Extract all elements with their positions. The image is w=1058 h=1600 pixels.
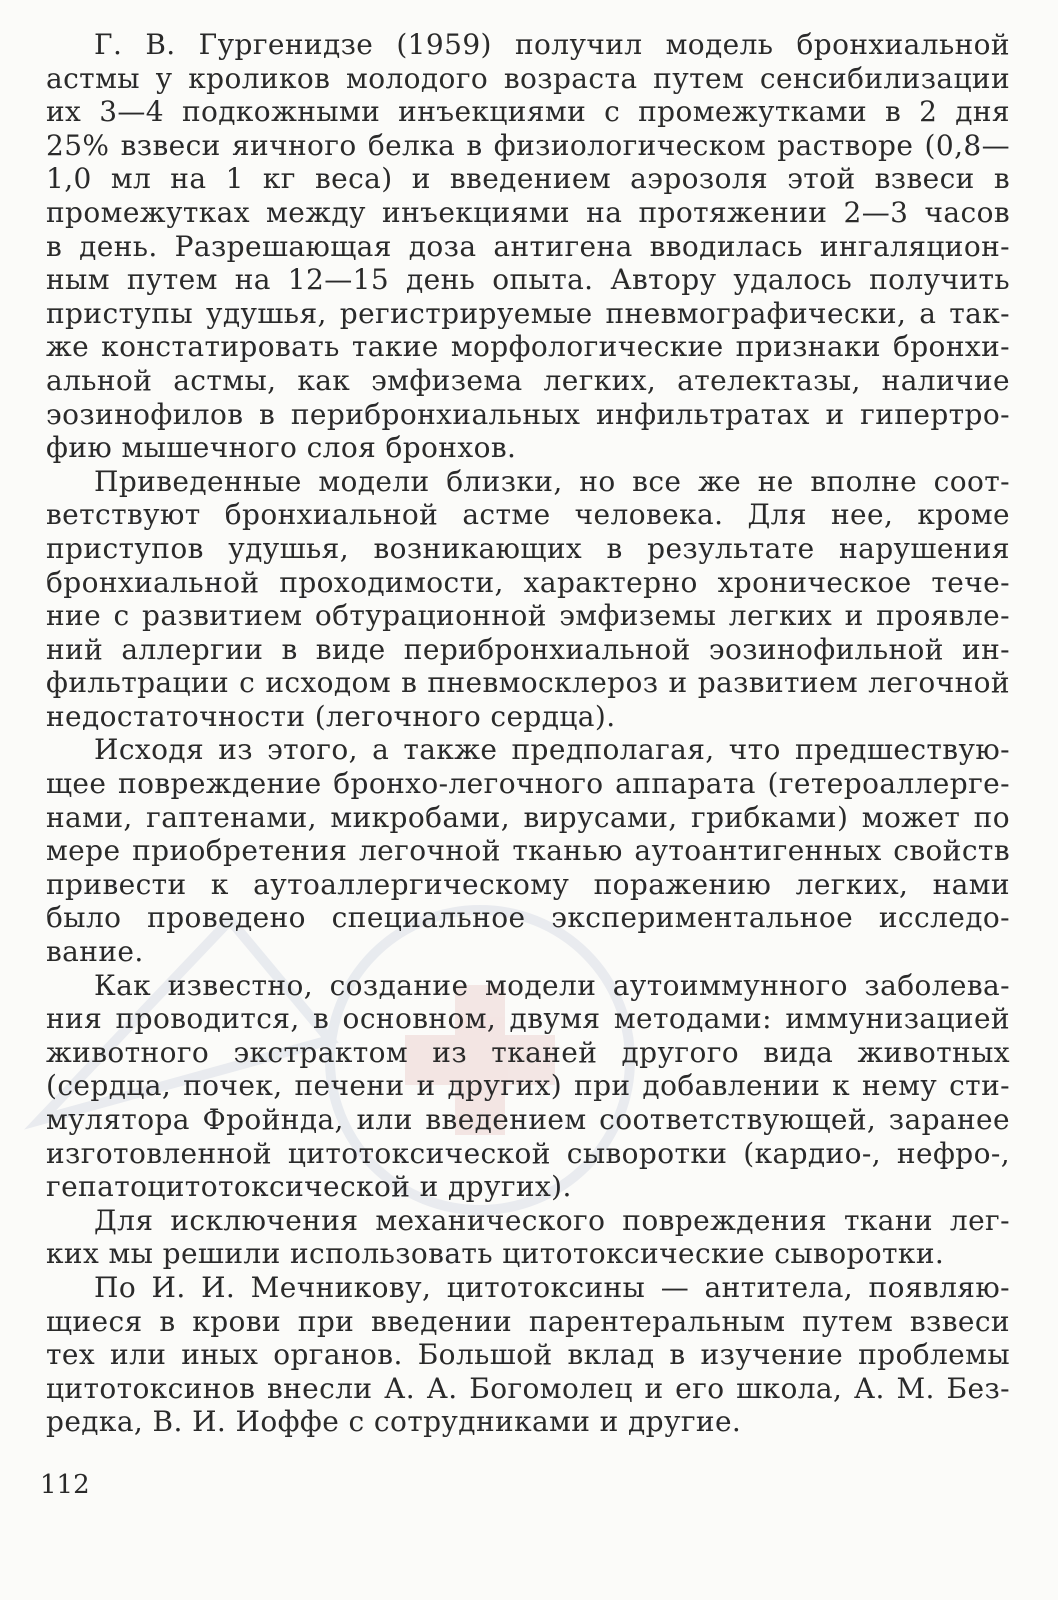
text-line: щиеся в крови при введении парентеральным путем взвеси xyxy=(46,1304,1010,1338)
text-line: ние с развитием обтурационной эмфиземы легких и проявле- xyxy=(46,599,1010,633)
text-line: цитотоксинов внесли А. А. Богомолец и его школа, А. М. Без- xyxy=(46,1371,1010,1405)
text-line: ным путем на 12—15 день опыта. Автору удалось получить xyxy=(46,263,1010,297)
text-line: мулятора Фройнда, или введением соответствующей, заранее xyxy=(46,1103,1010,1136)
paragraph xyxy=(46,969,1010,1204)
paragraphs-container xyxy=(46,28,1010,1439)
paragraph xyxy=(46,1271,1010,1439)
text-line: приступов удушья, возникающих в результате нарушения xyxy=(46,531,1010,565)
text-line: бронхиальной проходимости, характерно хроническое тече- xyxy=(46,565,1010,599)
text-line: изготовленной цитотоксической сыворотки (кардио-, нефро-, xyxy=(46,1136,1010,1170)
text-line: Приведенные модели близки, но все же не вполне соот- xyxy=(94,464,1010,498)
text-line: Исходя из этого, а также предполагая, что предшествую- xyxy=(94,733,1010,767)
text-line: ветствуют бронхиальной астме человека. Для нее, кроме xyxy=(46,498,1010,532)
text-line: гепатоцитотоксической и других). xyxy=(46,1170,572,1204)
text-line: вание. xyxy=(46,935,144,969)
text-line: фию мышечного слоя бронхов. xyxy=(46,431,517,465)
text-line: промежутках между инъекциями на протяжении 2—3 часов xyxy=(46,195,1010,229)
text-line: фильтрации с исходом в пневмосклероз и развитием легочной xyxy=(46,666,1010,700)
paragraph xyxy=(46,1204,1010,1271)
text-line: нами, гаптенами, микробами, вирусами, грибками) может по xyxy=(46,800,1010,834)
text-line: было проведено специальное экспериментальное исследо- xyxy=(46,901,1010,935)
text-line: Как известно, создание модели аутоиммунного заболева- xyxy=(94,968,1010,1002)
text-line: альной астмы, как эмфизема легких, ателектазы, наличие xyxy=(46,363,1010,397)
text-line: их 3—4 подкожными инъекциями с промежутками в 2 дня xyxy=(46,95,1010,129)
text-line: эозинофилов в перибронхиальных инфильтратах и гипертро- xyxy=(46,397,1010,431)
text-line: ния проводится, в основном, двумя методами: иммунизацией xyxy=(46,1002,1010,1036)
paragraph xyxy=(46,465,1010,734)
text-line: Г. В. Гургенидзе (1959) получил модель бронхиальной xyxy=(94,28,1010,61)
text-line: в день. Разрешающая доза антигена вводилась ингаляцион- xyxy=(46,229,1010,263)
text-line: По И. И. Мечникову, цитотоксины — антитела, появляю- xyxy=(94,1270,1010,1304)
text-line: 1,0 мл на 1 кг веса) и введением аэрозоля этой взвеси в xyxy=(46,162,1010,196)
text-line: астмы у кроликов молодого возраста путем сенсибилизации xyxy=(46,61,1010,95)
text-line: приступы удушья, регистрируемые пневмографически, а так- xyxy=(46,296,1010,330)
text-line: тех или иных органов. Большой вклад в изучение проблемы xyxy=(46,1338,1010,1372)
page-text xyxy=(46,28,1010,1439)
text-line: редка, В. И. Иоффе с сотрудниками и другие. xyxy=(46,1405,742,1439)
text-line: 25% взвеси яичного белка в физиологическом растворе (0,8— xyxy=(46,128,1010,162)
text-line: недостаточности (легочного сердца). xyxy=(46,699,616,733)
paragraph xyxy=(46,28,1010,465)
text-line: ких мы решили использовать цитотоксические сыворотки. xyxy=(46,1237,945,1271)
text-line: щее повреждение бронхо-легочного аппарата (гетероаллерге- xyxy=(46,767,1010,801)
paragraph xyxy=(46,733,1010,968)
text-line: мере приобретения легочной тканью аутоантигенных свойств xyxy=(46,834,1010,868)
page-number: 112 xyxy=(40,1470,90,1500)
text-line: ний аллергии в виде перибронхиальной эозинофильной ин- xyxy=(46,632,1010,666)
text-line: же констатировать такие морфологические признаки бронхи- xyxy=(46,330,1010,364)
text-line: Для исключения механического повреждения ткани лег- xyxy=(94,1203,1010,1237)
text-line: животного экстрактом из тканей другого вида животных xyxy=(46,1035,1010,1069)
text-line: привести к аутоаллергическому поражению легких, нами xyxy=(46,867,1010,901)
text-line: (сердца, почек, печени и других) при добавлении к нему сти- xyxy=(46,1069,1010,1103)
